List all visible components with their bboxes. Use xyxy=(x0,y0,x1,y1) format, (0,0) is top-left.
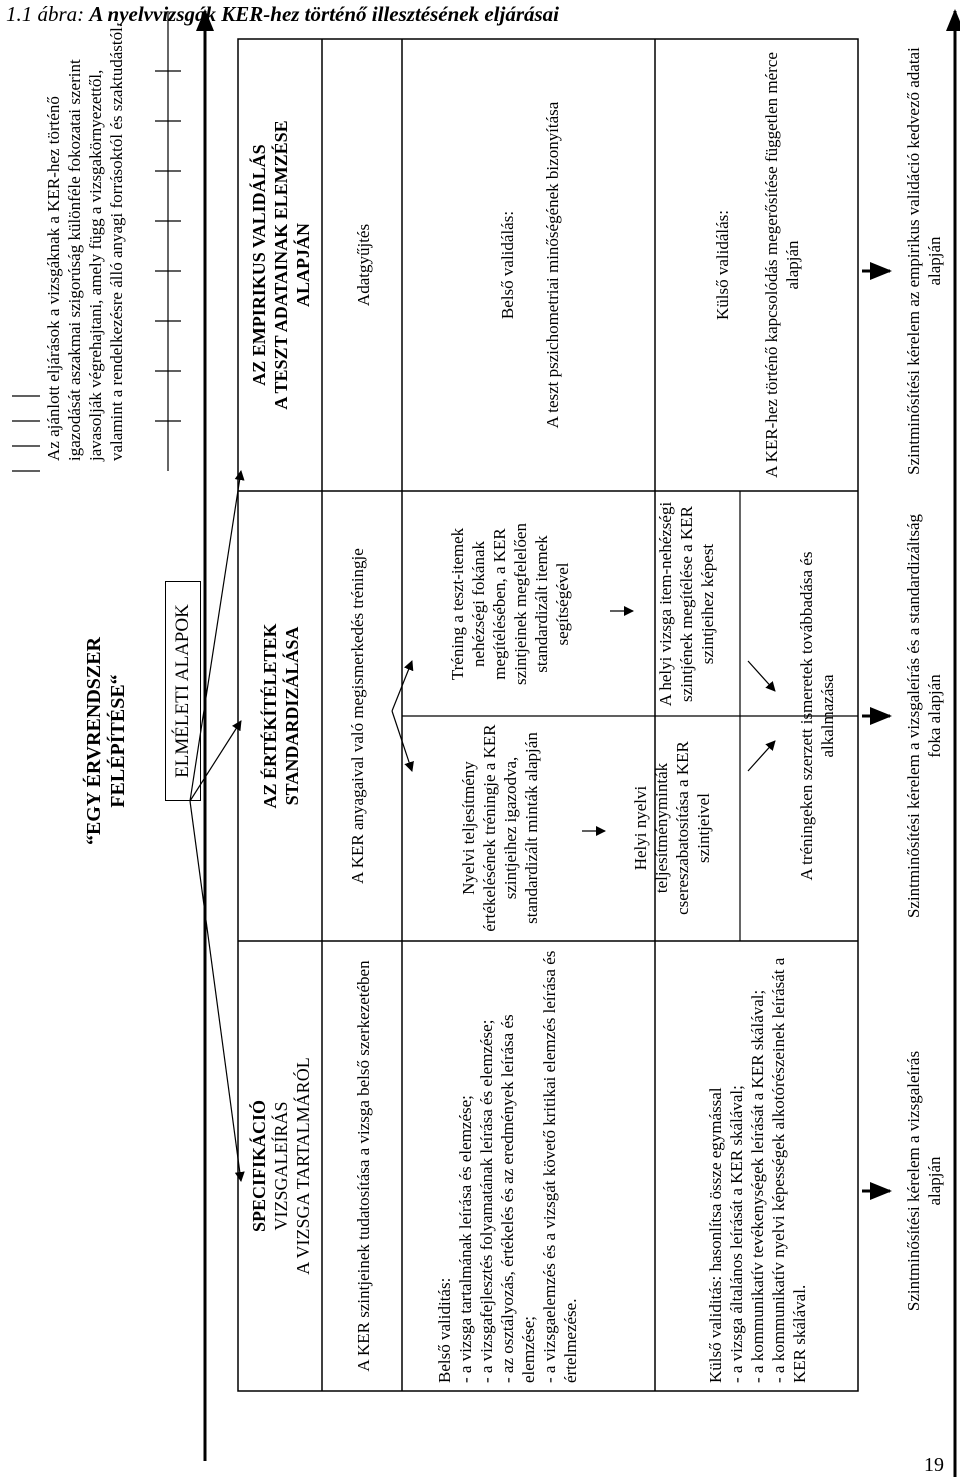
val-footer xyxy=(898,41,950,481)
page-number: 19 xyxy=(924,1454,944,1476)
spec-internal-line: - a vizsga tartalmának leírása és elemzése; xyxy=(456,1095,475,1383)
spec-internal-line: Belső validitás: xyxy=(435,1277,454,1383)
std-row1 xyxy=(324,511,390,921)
spec-external-line: - a kommunikatív tevékenységek leírását a KER skálával; xyxy=(747,989,767,1383)
caption-title: A nyelvvizsgák KER-hez történő illesztésének eljárásai xyxy=(89,2,560,26)
spec-external-line: - a kommunikatív nyelvi képességek alkotórészeinek leírását a KER skálával. xyxy=(768,957,809,1383)
method-note xyxy=(10,21,160,461)
val-internal-label: Belső validálás: xyxy=(497,210,517,320)
spec-header xyxy=(240,943,322,1389)
val-external-label: Külső validálás: xyxy=(712,210,732,321)
main-title-line2: FELÉPÍTÉSE“ xyxy=(107,674,129,808)
spec-subtitle-2: A VIZSGA TARTALMÁRÓL xyxy=(293,1057,313,1275)
val-footer-text: Szintminősítési kérelem az empirikus validáció kedvező adatai alapján xyxy=(904,47,944,475)
std-box-c-text: Helyi nyelvi teljesítményminták csereszabatosítása a KER szintjeivel xyxy=(631,741,713,915)
main-title xyxy=(75,561,137,921)
val-row1 xyxy=(324,41,402,489)
val-external xyxy=(657,49,857,481)
std-footer-text: Szintminősítési kérelem a vizsgaleírás és a standardizáltság foka alapján xyxy=(904,513,944,919)
std-box-c xyxy=(608,720,736,936)
val-external-text: A KER-hez történő kapcsolódás megerősítése független mérce alapján xyxy=(761,52,802,478)
std-header xyxy=(240,493,322,939)
caption-number: 1.1 ábra: xyxy=(6,2,85,26)
spec-internal-line: - a vizsgafejlesztés folyamatának leírása és elemzése; xyxy=(477,1019,496,1383)
spec-internal-line: - az osztályozás, értékelés és az eredmények leírása és elemzése; xyxy=(498,1014,538,1383)
spec-external-validity xyxy=(657,947,857,1383)
val-row1-text: Adatgyűjtés xyxy=(353,223,373,307)
std-title-2: STANDARDIZÁLÁSA xyxy=(282,626,302,806)
spec-subtitle-1: VIZSGALEÍRÁS xyxy=(271,1101,291,1231)
std-box-b-text: Tréning a teszt-itemek nehézségi fokának megítélésében, a KER szintjeinek megfelelően standardizált itemek segítségével xyxy=(448,523,572,685)
std-row1-text: A KER anyagaival való megismerkedés tréningje xyxy=(347,548,367,884)
std-box-e-text: A tréningeken szerzett ismeretek továbbadása és alkalmazása xyxy=(797,551,837,881)
std-box-d-text: A helyi vizsga item-nehézségi szintjének megítélése a KER szintjeihez képest xyxy=(655,501,717,707)
spec-row1-text: A KER szintjeinek tudatosítása a vizsga belső szerkezetében xyxy=(353,960,373,1372)
std-box-d xyxy=(636,496,736,712)
val-title-3: ALAPJÁN xyxy=(293,223,313,307)
spec-internal-line: - a vizsgaelemzés és a vizsgát követő kritikai elemzés leírása és értelmezése. xyxy=(540,950,580,1383)
main-title-line1: “EGY ÉRVRENDSZER xyxy=(83,636,105,846)
std-box-a xyxy=(420,720,580,936)
spec-external-line: Külső validitás: hasonlítsa össze egymással xyxy=(705,1087,725,1383)
spec-footer-text: Szintminősítési kérelem a vizsgaleírás alapján xyxy=(904,1050,944,1312)
val-internal-text: A teszt pszichometriai minőségének bizonyítása xyxy=(542,101,562,429)
val-header xyxy=(240,41,322,489)
spec-internal-validity xyxy=(404,947,655,1383)
val-internal xyxy=(404,49,655,481)
spec-footer xyxy=(898,1031,950,1331)
std-title-1: AZ ÉRTÉKÍTÉLETEK xyxy=(260,623,280,809)
val-title-2: A TESZT ADATAINAK ELEMZÉSE xyxy=(271,120,291,410)
std-footer xyxy=(898,511,950,921)
std-box-e xyxy=(780,511,854,921)
theory-box xyxy=(165,581,201,801)
method-note-text: Az ajánlott eljárások a vizsgáknak a KER-hez történő igazodását aszakmai szigorúság különféle fokozatai szerint javasolják végrehajtani, amely függ a vizsgakörnyezettől, valamint a rendelkezésre álló anyagi forrásoktól és szaktudástól. xyxy=(44,22,126,461)
spec-title: SPECIFIKÁCIÓ xyxy=(249,1099,269,1233)
val-title-1: AZ EMPIRIKUS VALIDÁLÁS xyxy=(249,144,269,386)
std-box-b xyxy=(420,496,600,712)
theory-label: ELMÉLETI ALAPOK xyxy=(172,604,193,778)
spec-external-line: - a vizsga általános leírását a KER skálával; xyxy=(726,1085,746,1383)
std-box-a-text: Nyelvi teljesítmény értékelésének tréningje a KER szintjeihez igazodva, standardizált minták alapján xyxy=(459,724,541,932)
spec-row1 xyxy=(324,951,402,1381)
